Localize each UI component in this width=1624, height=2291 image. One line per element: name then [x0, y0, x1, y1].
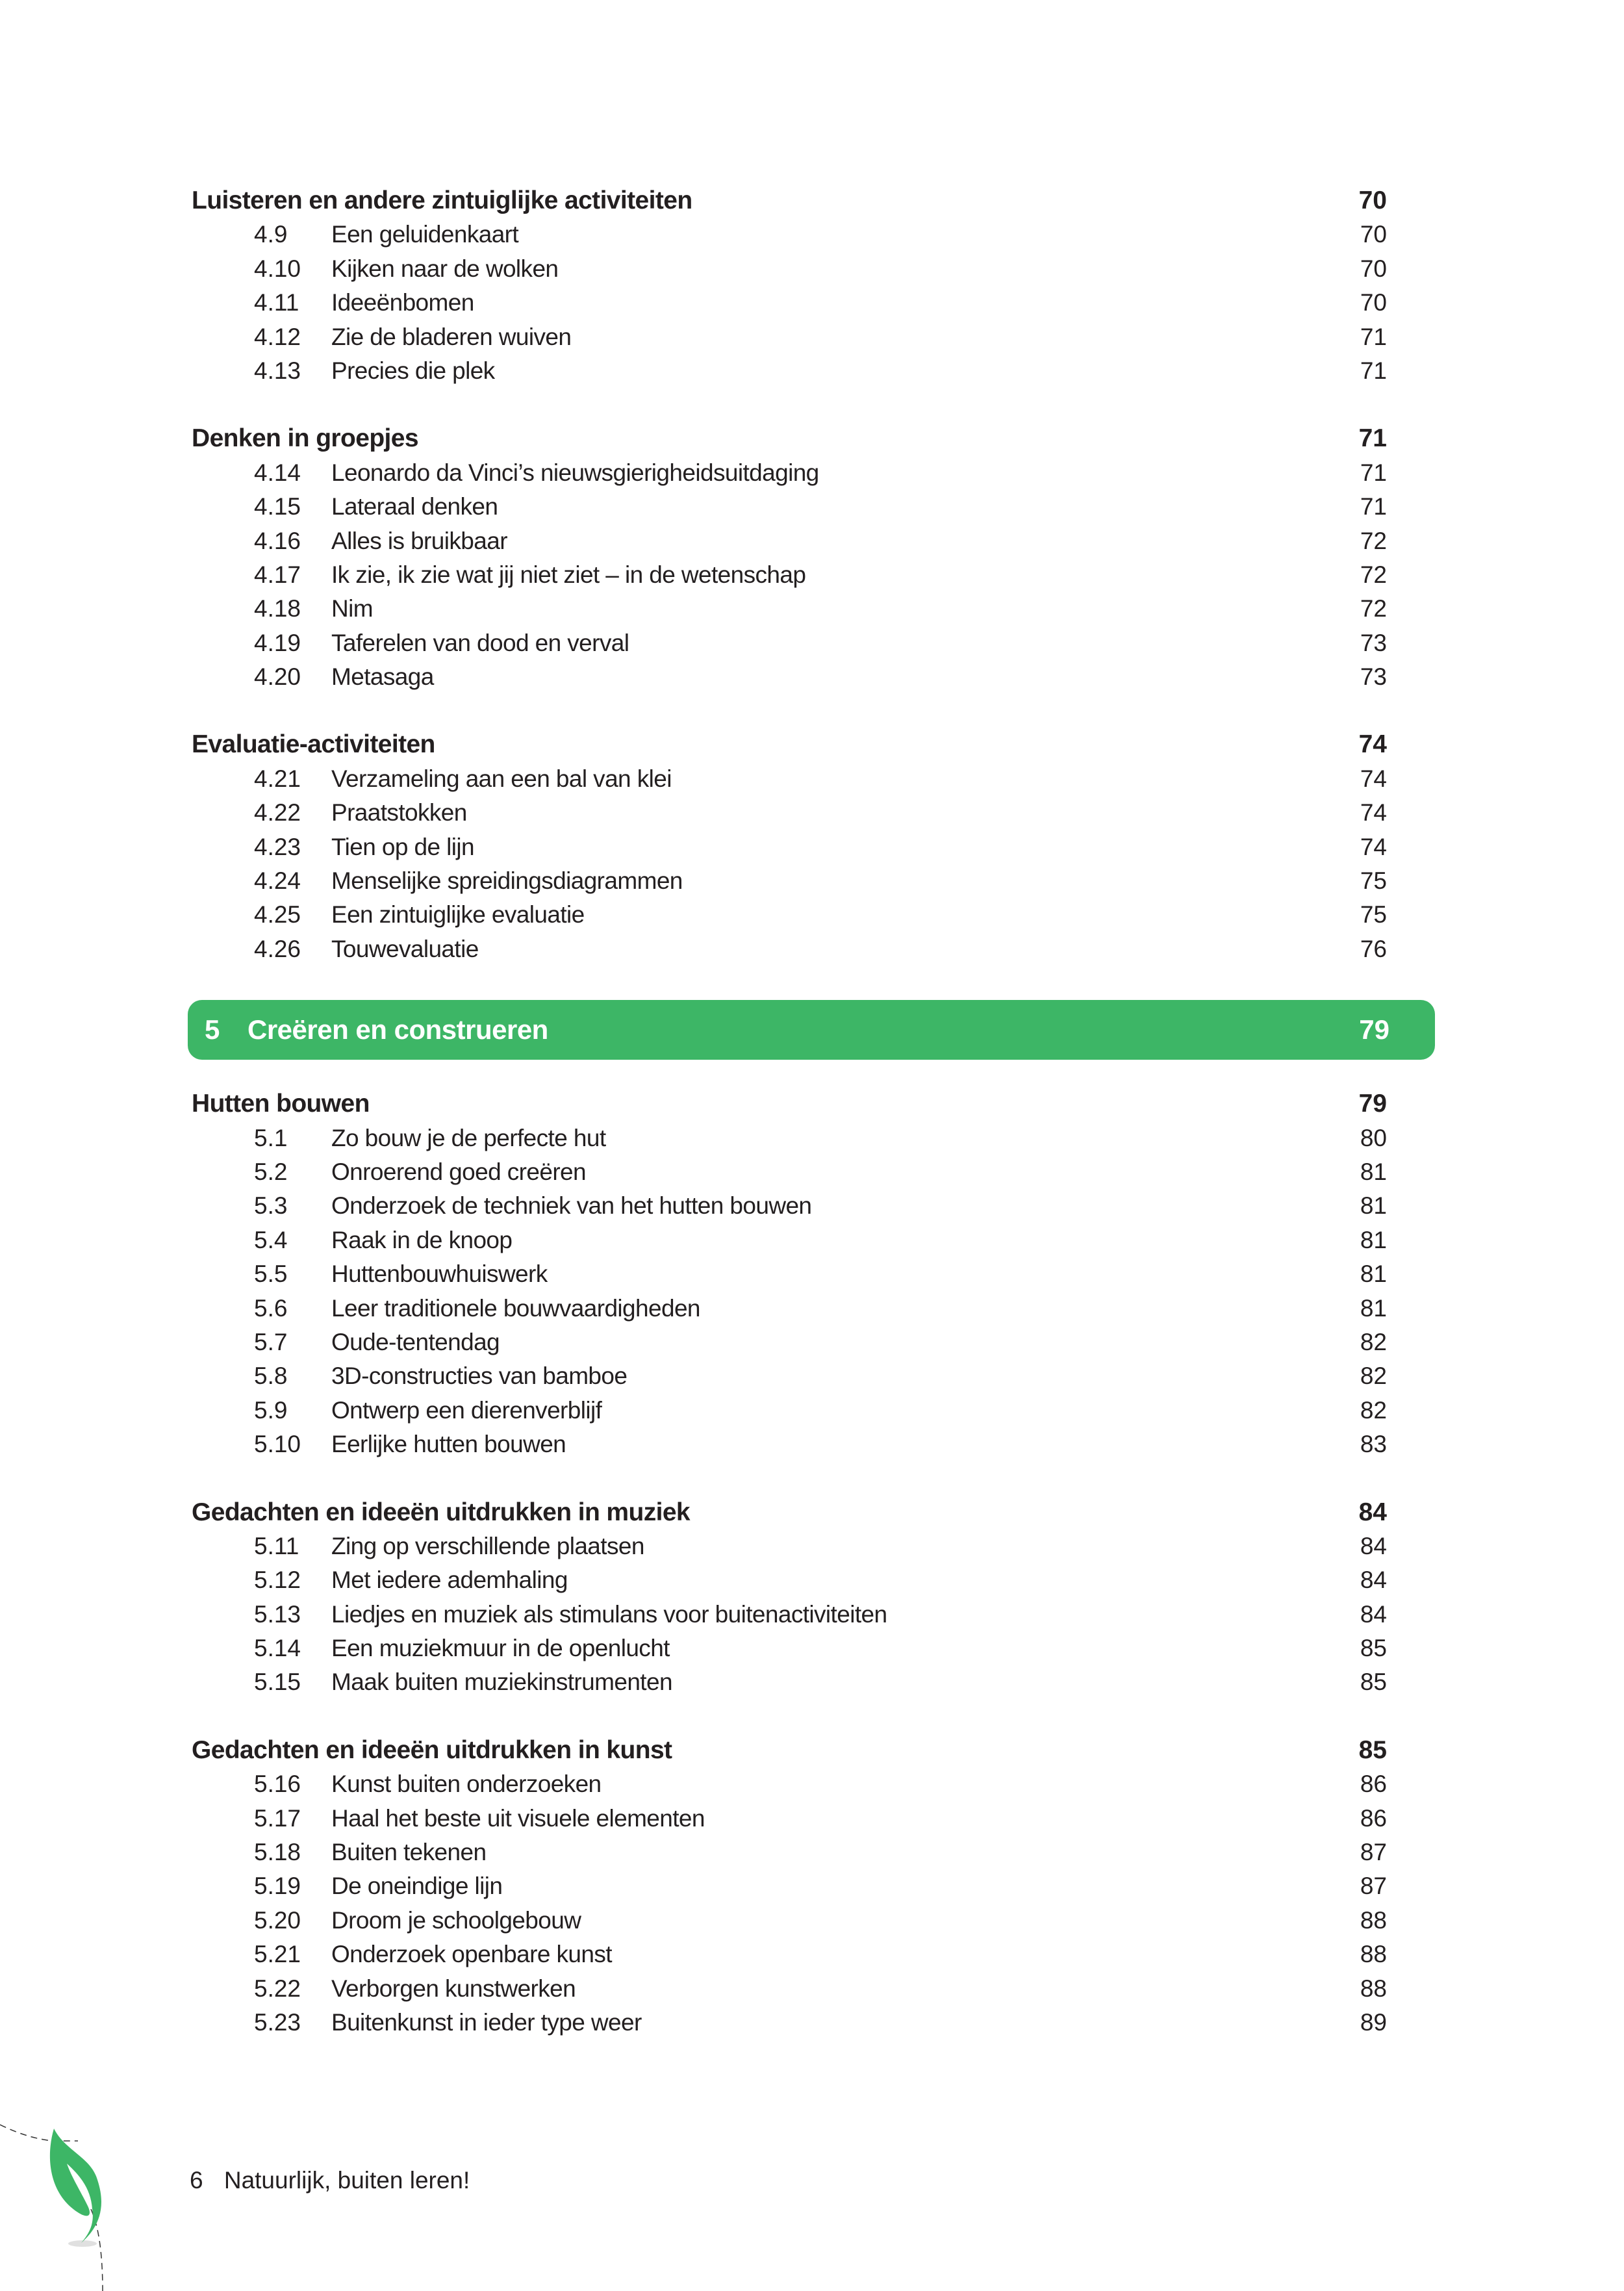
entry-page: 82: [1360, 1363, 1387, 1390]
entry-title: Leonardo da Vinci’s nieuwsgierigheidsuitdaging: [331, 459, 819, 486]
toc-entry[interactable]: [192, 320, 1387, 354]
toc-entry[interactable]: [192, 1292, 1387, 1325]
section-heading-title: Luisteren en andere zintuiglijke activiteiten: [192, 186, 692, 214]
section-heading-title: Evaluatie-activiteiten: [192, 730, 435, 759]
toc-entry[interactable]: [192, 252, 1387, 286]
entry-page: 71: [1360, 357, 1387, 384]
entry-number: 5.18: [254, 1839, 301, 1866]
chapter-page: 79: [1359, 1014, 1389, 1045]
entry-page: 81: [1360, 1261, 1387, 1288]
entry-title: Ik zie, ik zie wat jij niet ziet – in de wetenschap: [331, 561, 806, 588]
entry-title: Menselijke spreidingsdiagrammen: [331, 867, 683, 895]
toc-entry[interactable]: [192, 1257, 1387, 1291]
entry-title: Taferelen van dood en verval: [331, 629, 629, 656]
toc-entry[interactable]: [192, 1869, 1387, 1903]
entry-page: 81: [1360, 1158, 1387, 1185]
chapter-number: 5: [205, 1014, 220, 1045]
entry-page: 73: [1360, 629, 1387, 656]
entry-title: 3D-constructies van bamboe: [331, 1363, 628, 1390]
entry-page: 85: [1360, 1669, 1387, 1696]
entry-number: 4.13: [254, 357, 301, 384]
section-heading[interactable]: [192, 184, 1387, 218]
chapter-banner[interactable]: [188, 1000, 1435, 1060]
section-heading[interactable]: [192, 1087, 1387, 1121]
entry-number: 5.13: [254, 1600, 301, 1628]
page-footer: [190, 2167, 470, 2194]
toc-section: [192, 1734, 1387, 2040]
toc-entry[interactable]: [192, 524, 1387, 558]
entry-page: 87: [1360, 1873, 1387, 1900]
toc-entry[interactable]: [192, 456, 1387, 490]
section-heading-page: 85: [1358, 1735, 1387, 1764]
entry-number: 5.12: [254, 1567, 301, 1594]
entry-number: 4.18: [254, 595, 301, 622]
entry-title: Onderzoek de techniek van het hutten bouwen: [331, 1192, 812, 1220]
section-heading-title: Gedachten en ideeën uitdrukken in muziek: [192, 1498, 691, 1526]
entry-page: 72: [1360, 595, 1387, 622]
entry-number: 5.17: [254, 1804, 301, 1832]
leaf-icon: [0, 2105, 195, 2291]
entry-page: 74: [1360, 833, 1387, 860]
entry-title: Eerlijke hutten bouwen: [331, 1431, 566, 1458]
toc-entry[interactable]: [192, 1359, 1387, 1393]
entry-number: 4.25: [254, 901, 301, 928]
entry-number: 5.5: [254, 1261, 288, 1288]
entry-title: Kijken naar de wolken: [331, 255, 559, 282]
entry-title: Onroerend goed creëren: [331, 1158, 587, 1185]
entry-page: 75: [1360, 901, 1387, 928]
entry-page: 71: [1360, 323, 1387, 350]
entry-title: Tien op de lijn: [331, 833, 474, 860]
entry-page: 81: [1360, 1294, 1387, 1322]
toc-entry[interactable]: [192, 490, 1387, 524]
footer-book-title: Natuurlijk, buiten leren!: [223, 2167, 470, 2194]
entry-page: 84: [1360, 1532, 1387, 1559]
toc-entry[interactable]: [192, 660, 1387, 694]
toc-entry[interactable]: [192, 1155, 1387, 1189]
toc-entry[interactable]: [192, 1427, 1387, 1461]
toc-entry[interactable]: [192, 1325, 1387, 1359]
entry-page: 71: [1360, 459, 1387, 486]
toc-entry[interactable]: [192, 830, 1387, 864]
entry-title: Kunst buiten onderzoeken: [331, 1771, 602, 1798]
entry-title: Precies die plek: [331, 357, 495, 384]
toc-section: [192, 184, 1387, 388]
entry-page: 76: [1360, 935, 1387, 962]
entry-number: 4.24: [254, 867, 301, 895]
entry-page: 82: [1360, 1396, 1387, 1424]
entry-title: Zing op verschillende plaatsen: [331, 1532, 644, 1559]
entry-page: 80: [1360, 1124, 1387, 1151]
section-heading-page: 71: [1358, 424, 1387, 453]
entry-number: 4.12: [254, 323, 301, 350]
entry-page: 70: [1360, 221, 1387, 248]
entry-number: 5.9: [254, 1396, 288, 1424]
toc-section: [192, 422, 1387, 694]
entry-title: Leer traditionele bouwvaardigheden: [331, 1294, 700, 1322]
toc-entry[interactable]: [192, 354, 1387, 388]
toc-section: [192, 728, 1387, 966]
toc-entry[interactable]: [192, 1972, 1387, 2006]
entry-number: 5.1: [254, 1124, 288, 1151]
table-of-contents: [192, 184, 1387, 2073]
section-heading-page: 84: [1358, 1498, 1387, 1526]
entry-number: 5.21: [254, 1941, 301, 1968]
toc-entry[interactable]: [192, 2006, 1387, 2040]
leaf-shape: [50, 2129, 101, 2243]
section-heading-page: 70: [1358, 186, 1387, 214]
entry-number: 5.20: [254, 1906, 301, 1934]
entry-number: 4.17: [254, 561, 301, 588]
entry-page: 75: [1360, 867, 1387, 895]
section-heading[interactable]: [192, 1734, 1387, 1767]
toc-entry[interactable]: [192, 286, 1387, 320]
toc-entry[interactable]: [192, 1223, 1387, 1257]
entry-number: 4.11: [254, 289, 299, 316]
toc-entry[interactable]: [192, 932, 1387, 966]
entry-title: Buiten tekenen: [331, 1839, 487, 1866]
entry-title: Metasaga: [331, 663, 434, 691]
entry-page: 88: [1360, 1975, 1387, 2002]
entry-number: 5.23: [254, 2008, 301, 2036]
toc-entry[interactable]: [192, 626, 1387, 660]
toc-entry[interactable]: [192, 1121, 1387, 1155]
entry-title: Een zintuiglijke evaluatie: [331, 901, 585, 928]
toc-entry[interactable]: [192, 864, 1387, 898]
entry-number: 5.4: [254, 1226, 288, 1253]
entry-page: 84: [1360, 1600, 1387, 1628]
entry-number: 4.23: [254, 833, 301, 860]
entry-number: 5.22: [254, 1975, 301, 2002]
entry-title: Touwevaluatie: [331, 935, 479, 962]
toc-entry[interactable]: [192, 1563, 1387, 1597]
entry-title: Onderzoek openbare kunst: [331, 1941, 612, 1968]
toc-entry[interactable]: [192, 1767, 1387, 1801]
toc-entry[interactable]: [192, 1394, 1387, 1427]
section-heading-page: 79: [1358, 1090, 1387, 1118]
entry-title: Raak in de knoop: [331, 1226, 513, 1253]
entry-number: 4.26: [254, 935, 301, 962]
entry-page: 72: [1360, 561, 1387, 588]
entry-page: 81: [1360, 1226, 1387, 1253]
entry-number: 4.22: [254, 799, 301, 826]
section-heading-page: 74: [1358, 730, 1387, 759]
entry-title: Een geluidenkaart: [331, 221, 519, 248]
toc-section: [192, 1087, 1387, 1461]
entry-title: Oude-tentendag: [331, 1328, 500, 1355]
entry-page: 84: [1360, 1567, 1387, 1594]
entry-page: 86: [1360, 1804, 1387, 1832]
section-heading-title: Denken in groepjes: [192, 424, 418, 453]
toc-entry[interactable]: [192, 1598, 1387, 1632]
entry-page: 85: [1360, 1635, 1387, 1662]
toc-entry[interactable]: [192, 1836, 1387, 1869]
entry-number: 4.10: [254, 255, 301, 282]
chapter-title: Creëren en construeren: [247, 1014, 548, 1045]
entry-page: 74: [1360, 799, 1387, 826]
toc-entry[interactable]: [192, 1665, 1387, 1699]
entry-page: 83: [1360, 1431, 1387, 1458]
entry-number: 4.21: [254, 765, 301, 792]
entry-page: 70: [1360, 289, 1387, 316]
entry-page: 88: [1360, 1906, 1387, 1934]
entry-title: De oneindige lijn: [331, 1873, 503, 1900]
entry-title: Ideeënbomen: [331, 289, 474, 316]
entry-number: 4.14: [254, 459, 301, 486]
entry-title: Maak buiten muziekinstrumenten: [331, 1669, 672, 1696]
entry-number: 5.8: [254, 1363, 288, 1390]
dashed-vine-left: [0, 2125, 78, 2141]
entry-number: 4.9: [254, 221, 288, 248]
entry-title: Liedjes en muziek als stimulans voor buitenactiviteiten: [331, 1600, 887, 1628]
toc-section: [192, 1496, 1387, 1700]
entry-number: 5.14: [254, 1635, 301, 1662]
entry-title: Haal het beste uit visuele elementen: [331, 1804, 705, 1832]
entry-number: 4.19: [254, 629, 301, 656]
toc-entry[interactable]: [192, 762, 1387, 796]
entry-number: 5.16: [254, 1771, 301, 1798]
entry-title: Met iedere ademhaling: [331, 1567, 568, 1594]
entry-title: Zo bouw je de perfecte hut: [331, 1124, 606, 1151]
entry-title: Droom je schoolgebouw: [331, 1906, 581, 1934]
entry-number: 5.10: [254, 1431, 301, 1458]
toc-entry[interactable]: [192, 1904, 1387, 1938]
entry-page: 70: [1360, 255, 1387, 282]
entry-title: Ontwerp een dierenverblijf: [331, 1396, 602, 1424]
entry-number: 5.6: [254, 1294, 288, 1322]
toc-entry[interactable]: [192, 1802, 1387, 1836]
entry-page: 81: [1360, 1192, 1387, 1220]
section-heading[interactable]: [192, 728, 1387, 762]
section-heading-title: Hutten bouwen: [192, 1090, 370, 1118]
entry-page: 73: [1360, 663, 1387, 691]
entry-number: 5.19: [254, 1873, 301, 1900]
entry-page: 74: [1360, 765, 1387, 792]
entry-title: Lateraal denken: [331, 493, 498, 520]
entry-title: Buitenkunst in ieder type weer: [331, 2008, 642, 2036]
entry-title: Een muziekmuur in de openlucht: [331, 1635, 670, 1662]
section-heading-title: Gedachten en ideeën uitdrukken in kunst: [192, 1735, 672, 1764]
toc-entry[interactable]: [192, 796, 1387, 830]
entry-page: 86: [1360, 1771, 1387, 1798]
entry-page: 88: [1360, 1941, 1387, 1968]
toc-sections-after: [192, 1087, 1387, 2040]
entry-number: 5.11: [254, 1532, 299, 1559]
entry-title: Verzameling aan een bal van klei: [331, 765, 672, 792]
footer-page-number: 6: [190, 2167, 203, 2194]
toc-entry[interactable]: [192, 592, 1387, 626]
entry-page: 87: [1360, 1839, 1387, 1866]
entry-page: 89: [1360, 2008, 1387, 2036]
toc-entry[interactable]: [192, 218, 1387, 251]
toc-entry[interactable]: [192, 1938, 1387, 1971]
toc-entry[interactable]: [192, 1632, 1387, 1665]
entry-number: 5.3: [254, 1192, 288, 1220]
entry-number: 5.15: [254, 1669, 301, 1696]
entry-page: 71: [1360, 493, 1387, 520]
entry-title: Alles is bruikbaar: [331, 527, 507, 554]
toc-entry[interactable]: [192, 1189, 1387, 1223]
toc-entry[interactable]: [192, 558, 1387, 592]
entry-number: 4.15: [254, 493, 301, 520]
entry-number: 4.20: [254, 663, 301, 691]
toc-sections-before: [192, 184, 1387, 966]
entry-number: 5.7: [254, 1328, 288, 1355]
entry-title: Nim: [331, 595, 373, 622]
toc-entry[interactable]: [192, 898, 1387, 932]
leaf-shadow: [68, 2240, 97, 2247]
entry-title: Praatstokken: [331, 799, 467, 826]
entry-title: Huttenbouwhuiswerk: [331, 1261, 548, 1288]
section-heading[interactable]: [192, 422, 1387, 455]
entry-number: 4.16: [254, 527, 301, 554]
entry-title: Zie de bladeren wuiven: [331, 323, 572, 350]
section-heading[interactable]: [192, 1496, 1387, 1529]
entry-page: 72: [1360, 527, 1387, 554]
entry-title: Verborgen kunstwerken: [331, 1975, 576, 2002]
entry-number: 5.2: [254, 1158, 288, 1185]
entry-page: 82: [1360, 1328, 1387, 1355]
toc-entry[interactable]: [192, 1529, 1387, 1563]
